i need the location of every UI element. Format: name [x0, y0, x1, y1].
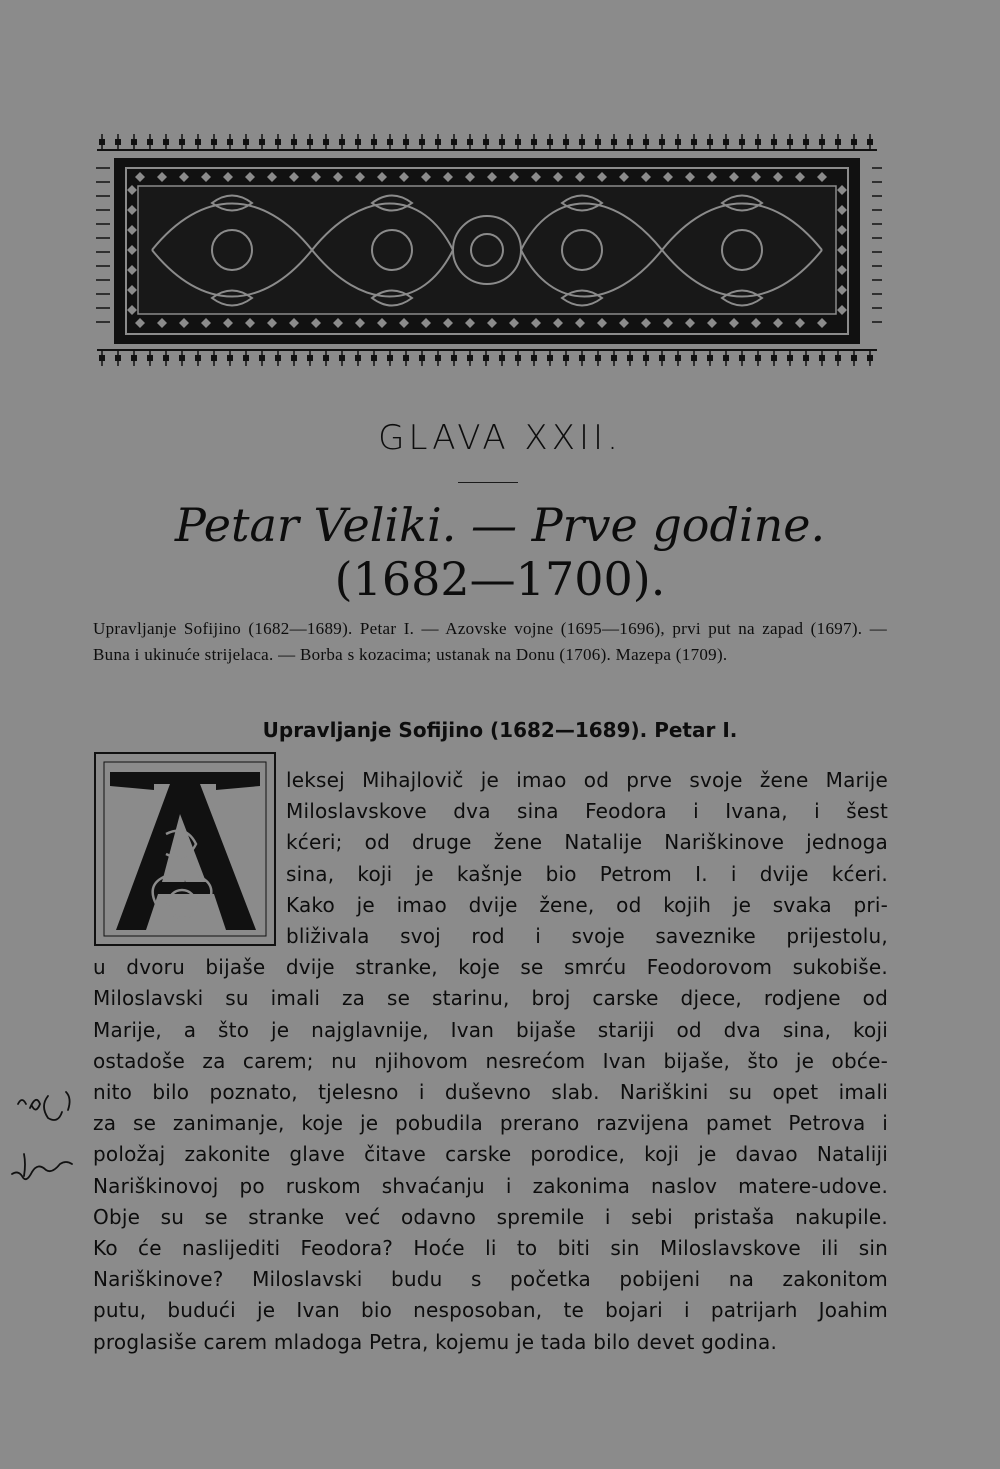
- body-line: Marije, a što je najglavnije, Ivan bijaše stariji od dva sina, koji: [93, 1017, 888, 1042]
- chapter-label: GLAVA XXII.: [378, 418, 622, 458]
- chapter-title-main: Petar Veliki. — Prve godine.: [174, 498, 826, 552]
- body-line: proglasiše carem mladoga Petra, kojemu je tada bilo devet godina.: [93, 1329, 778, 1354]
- handwritten-margin-note: [8, 1082, 90, 1192]
- body-line: Miloslavskove dva sina Feodora i Ivana, i šest: [286, 799, 888, 824]
- chapter-title-dates: (1682—1700).: [334, 552, 666, 606]
- body-line: Kako je imao dvije žene, od kojih je svaka pri-: [286, 892, 888, 917]
- body-line: sina, koji je kašnje bio Petrom I. i dvije kćeri.: [286, 861, 888, 886]
- body-line: bliživala svoj rod i svoje saveznike prijestolu,: [286, 924, 888, 949]
- body-line: za se zanimanje, koje je pobudila prerano razvijena pamet Petrova i: [93, 1111, 888, 1136]
- title-divider: [458, 482, 518, 483]
- body-line: položaj zakonite glave čitave carske porodice, koji je davao Nataliji: [93, 1142, 888, 1167]
- initial-letter: A: [184, 881, 186, 883]
- ornamental-header-band: [92, 128, 882, 370]
- chapter-title: [0, 498, 1000, 606]
- body-line: kćeri; od druge žene Natalije Nariškinove jednoga: [286, 830, 888, 855]
- body-line: Obje su se stranke već odavno spremile i sebi pristaša nakupile.: [93, 1204, 888, 1229]
- body-line: nito bilo poznato, tjelesno i duševno slab. Nariškini su opet imali: [93, 1080, 888, 1105]
- body-line: putu, budući je Ivan bio nesposoban, te bojari i patrijarh Joahim: [93, 1298, 888, 1323]
- body-line: Miloslavski su imali za se starinu, broj carske djece, rodjene od: [93, 986, 888, 1011]
- body-line: ostadoše za carem; nu njihovom nesrećom Ivan bijaše, što je obće-: [93, 1048, 888, 1073]
- body-text: [93, 765, 888, 1358]
- body-line: Ko će naslijediti Feodora? Hoće li to biti sin Miloslavskove ili sin: [93, 1236, 888, 1261]
- body-line: u dvoru bijaše dvije stranke, koje se smrću Feodorovom sukobiše.: [93, 955, 888, 980]
- section-heading: Upravljanje Sofijino (1682—1689). Petar I.: [262, 718, 738, 742]
- chapter-summary: Upravljanje Sofijino (1682—1689). Petar I. — Azovske vojne (1695—1696), prvi put na zapad (1697). — Buna i ukinuće strijelaca. — Borba s kozacima; ustanak na Donu (1706). Mazepa (1709).: [93, 619, 887, 664]
- body-line: Nariškinovoj po ruskom shvaćanju i zakonima naslov matere-udove.: [93, 1173, 888, 1198]
- body-line: Nariškinove? Miloslavski budu s početka pobijeni na zakonitom: [93, 1267, 888, 1292]
- body-line: leksej Mihajlovič je imao od prve svoje žene Marije: [286, 768, 888, 792]
